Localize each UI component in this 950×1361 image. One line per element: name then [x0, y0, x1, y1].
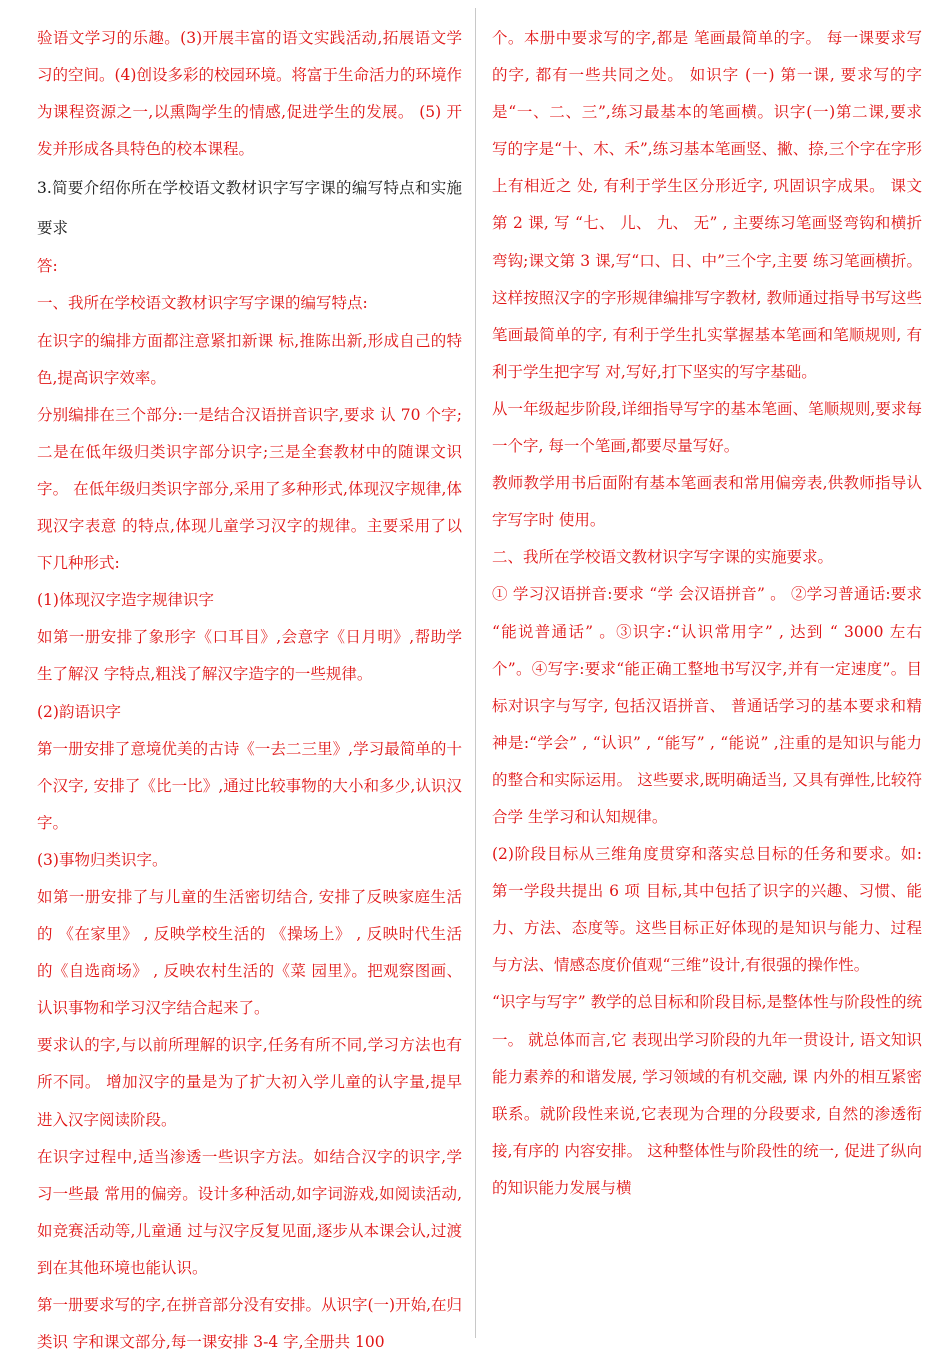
- paragraph: 在识字过程中,适当渗透一些识字方法。如结合汉字的识字,学习一些最 常用的偏旁。设计多种活动,如字词游戏,如阅读活动,如竞赛活动等,儿童通 过与汉字反复见面,逐步从本课会认,过渡到在其他环境也能认识。: [37, 1147, 462, 1277]
- paragraph: 分别编排在三个部分:一是结合汉语拼音识字,要求 认 70 个字;二是在低年级归类识字部分识字;三是全套教材中的随课文识字。 在低年级归类识字部分,采用了多种形式,体现汉字规律,体现汉字表意 的特点,体现儿童学习汉字的规律。主要采用了以下几种形式:: [37, 405, 462, 573]
- paragraph: 在识字的编排方面都注意紧扣新课 标,推陈出新,形成自己的特色,提高识字效率。: [37, 331, 462, 387]
- right-column: [492, 20, 922, 1207]
- paragraph: “识字与写字” 教学的总目标和阶段目标,是整体性与阶段性的统一。 就总体而言,它 表现出学习阶段的九年一贯设计, 语文知识能力素养的和谐发展, 学习领域的有机交融, 课 内外的相互紧密联系。就阶段性来说,它表现为合理的分段要求, 自然的渗透衔接,有序的 内容安排。 这种整体性与阶段性的统一, 促进了纵向的知识能力发展与横: [492, 993, 922, 1197]
- section-heading: 一、我所在学校语文教材识字写字课的编写特点:: [37, 294, 368, 313]
- paragraph: 第一册要求写的字,在拼音部分没有安排。从识字(一)开始,在归类识 字和课文部分,每一课安排 3-4 字,全册共 100: [37, 1296, 462, 1352]
- paragraph: 如第一册安排了象形字《口耳目》,会意字《日月明》,帮助学生了解汉 字特点,粗浅了解汉字造字的一些规律。: [37, 628, 462, 684]
- column-divider: [475, 8, 476, 1338]
- paragraph: 如第一册安排了与儿童的生活密切结合, 安排了反映家庭生活的 《在家里》 , 反映学校生活的 《操场上》 , 反映时代生活的《自选商场》 , 反映农村生活的《菜 园里》。把观察图画、认识事物和学习汉字结合起来了。: [37, 887, 462, 1018]
- paragraph: 从一年级起步阶段,详细指导写字的基本笔画、笔顺规则,要求每一个字, 每一个笔画,都要尽量写好。: [492, 399, 922, 456]
- section-heading: 二、我所在学校语文教材识字写字课的实施要求。: [492, 548, 834, 567]
- answer-label: 答:: [37, 257, 58, 276]
- paragraph: ① 学习汉语拼音:要求 “学 会汉语拼音” 。 ②学习普通话:要求 “能说普通话” 。③识字:“认识常用字” , 达到 “ 3000 左右个”。④写字:要求“能正确工整地书写汉字,并有一定速度”。目标对识字与写字, 包括汉语拼音、 普通话学习的基本要求和精神是:“学会” , “认识” , “能写” , “能说” ,注重的是知识与能力的整合和实际运用。 这些要求,既明确适当, 又具有弹性,比较符合学 生学习和认知规律。: [492, 585, 922, 826]
- paragraph: (2)阶段目标从三维角度贯穿和落实总目标的任务和要求。如:第一学段共提出 6 项 目标,其中包括了识字的兴趣、习惯、能力、方法、态度等。这些目标正好体现的是知识与能力、过程与方法、情感态度价值观“三维”设计,有很强的操作性。: [492, 845, 922, 975]
- paragraph: 要求认的字,与以前所理解的识字,任务有所不同,学习方法也有所不同。 增加汉字的量是为了扩大初入学儿童的认字量,提早进入汉字阅读阶段。: [37, 1036, 462, 1129]
- subheading: (3)事物归类识字。: [37, 850, 168, 869]
- paragraph: 验语文学习的乐趣。(3)开展丰富的语文实践活动,拓展语文学习的空间。(4)创设多彩的校园环境。将富于生命活力的环境作为课程资源之一,以熏陶学生的情感,促进学生的发展。 (5) 开发并形成各具特色的校本课程。: [37, 29, 462, 159]
- question-heading: 3.简要介绍你所在学校语文教材识字写字课的编写特点和实施要求: [37, 179, 462, 238]
- left-column: [37, 20, 462, 1361]
- subheading: (2)韵语识字: [37, 702, 121, 721]
- subheading: (1)体现汉字造字规律识字: [37, 591, 214, 610]
- paragraph: 教师教学用书后面附有基本笔画表和常用偏旁表,供教师指导认字写字时 使用。: [492, 474, 922, 530]
- paragraph: 第一册安排了意境优美的古诗《一去二三里》,学习最简单的十个汉字, 安排了《比一比》,通过比较事物的大小和多少,认识汉字。: [37, 739, 462, 832]
- paragraph: 个。本册中要求写的字,都是 笔画最简单的字。 每一课要求写的字, 都有一些共同之处。 如识字 (一) 第一课, 要求写的字是“一、二、三”,练习最基本的笔画横。识字(一)第二课,要求 写的字是“十、木、禾”,练习基本笔画竖、撇、捺,三个字在字形上有相近之 处, 有利于学生区分形近字, 巩固识字成果。 课文第 2 课, 写 “七、 儿、 九、 无” , 主要练习笔画竖弯钩和横折弯钩;课文第 3 课,写“口、日、中”三个字,主要 练习笔画横折。 这样按照汉字的字形规律编排写字教材, 教师通过指导书写这些笔画最简单的字, 有利于学生扎实掌握基本笔画和笔顺规则, 有利于学生把字写 对,写好,打下坚实的写字基础。: [492, 29, 922, 381]
